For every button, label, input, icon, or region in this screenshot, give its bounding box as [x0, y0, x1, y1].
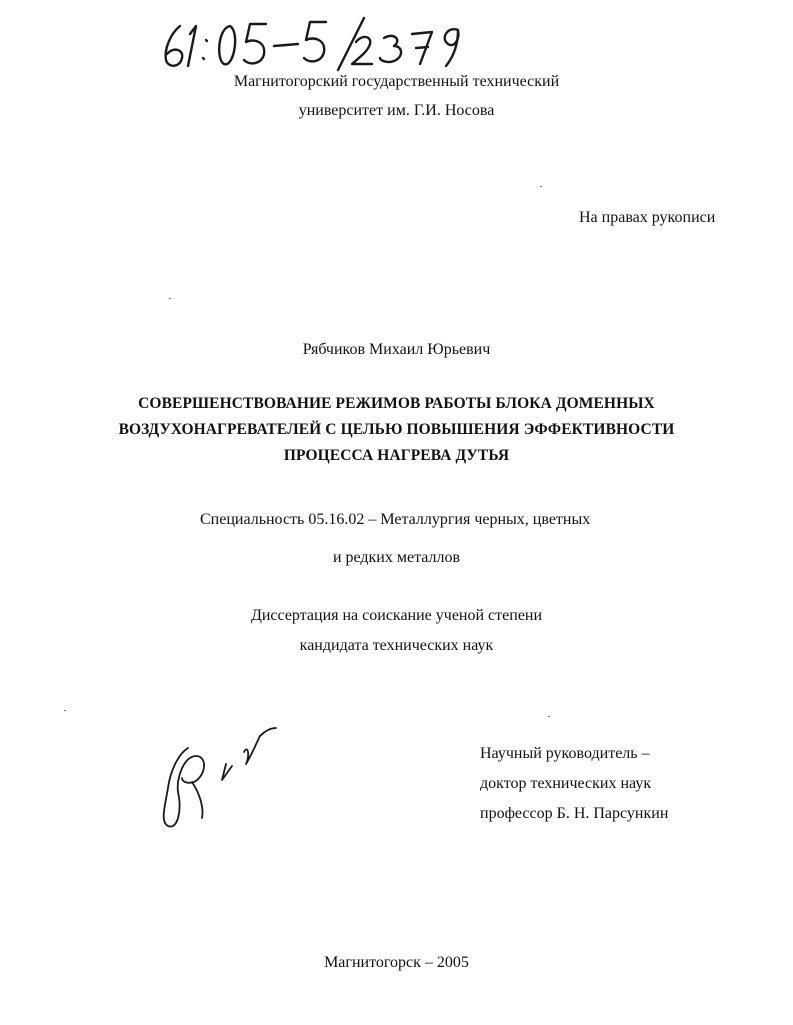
archive-code-handwritten [158, 12, 478, 72]
scan-speck [540, 186, 542, 187]
supervisor-name: профессор Б. Н. Парсункин [480, 805, 669, 822]
supervisor-degree: доктор технических наук [480, 775, 652, 792]
scan-speck [548, 716, 550, 717]
thesis-title-line3: ПРОЦЕССА НАГРЕВА ДУТЬЯ [283, 447, 510, 464]
author-name: Рябчиков Михаил Юрьевич [302, 341, 491, 358]
specialty-line2: и редких металлов [332, 549, 461, 566]
manuscript-rights-note: На правах рукописи [579, 209, 716, 226]
thesis-title-line2: ВОЗДУХОНАГРЕВАТЕЛЕЙ С ЦЕЛЬЮ ПОВЫШЕНИЯ ЭФФЕКТИВНОСТИ [118, 421, 675, 438]
university-name-line2: университет им. Г.И. Носова [298, 102, 495, 119]
scan-speck [64, 710, 66, 711]
dissertation-type-line2: кандидата технических наук [299, 637, 494, 654]
dissertation-type-line1: Диссертация на соискание ученой степени [250, 607, 543, 624]
thesis-title-line1: СОВЕРШЕНСТВОВАНИЕ РЕЖИМОВ РАБОТЫ БЛОКА ДОМЕННЫХ [138, 395, 655, 412]
university-name-line1: Магнитогорский государственный технический [233, 73, 560, 90]
city-and-year: Магнитогорск – 2005 [324, 954, 469, 971]
scan-speck [169, 298, 171, 299]
supervisor-label: Научный руководитель – [480, 745, 650, 762]
author-signature [148, 722, 298, 832]
specialty-line1: Специальность 05.16.02 – Металлургия черных, цветных [200, 511, 591, 528]
